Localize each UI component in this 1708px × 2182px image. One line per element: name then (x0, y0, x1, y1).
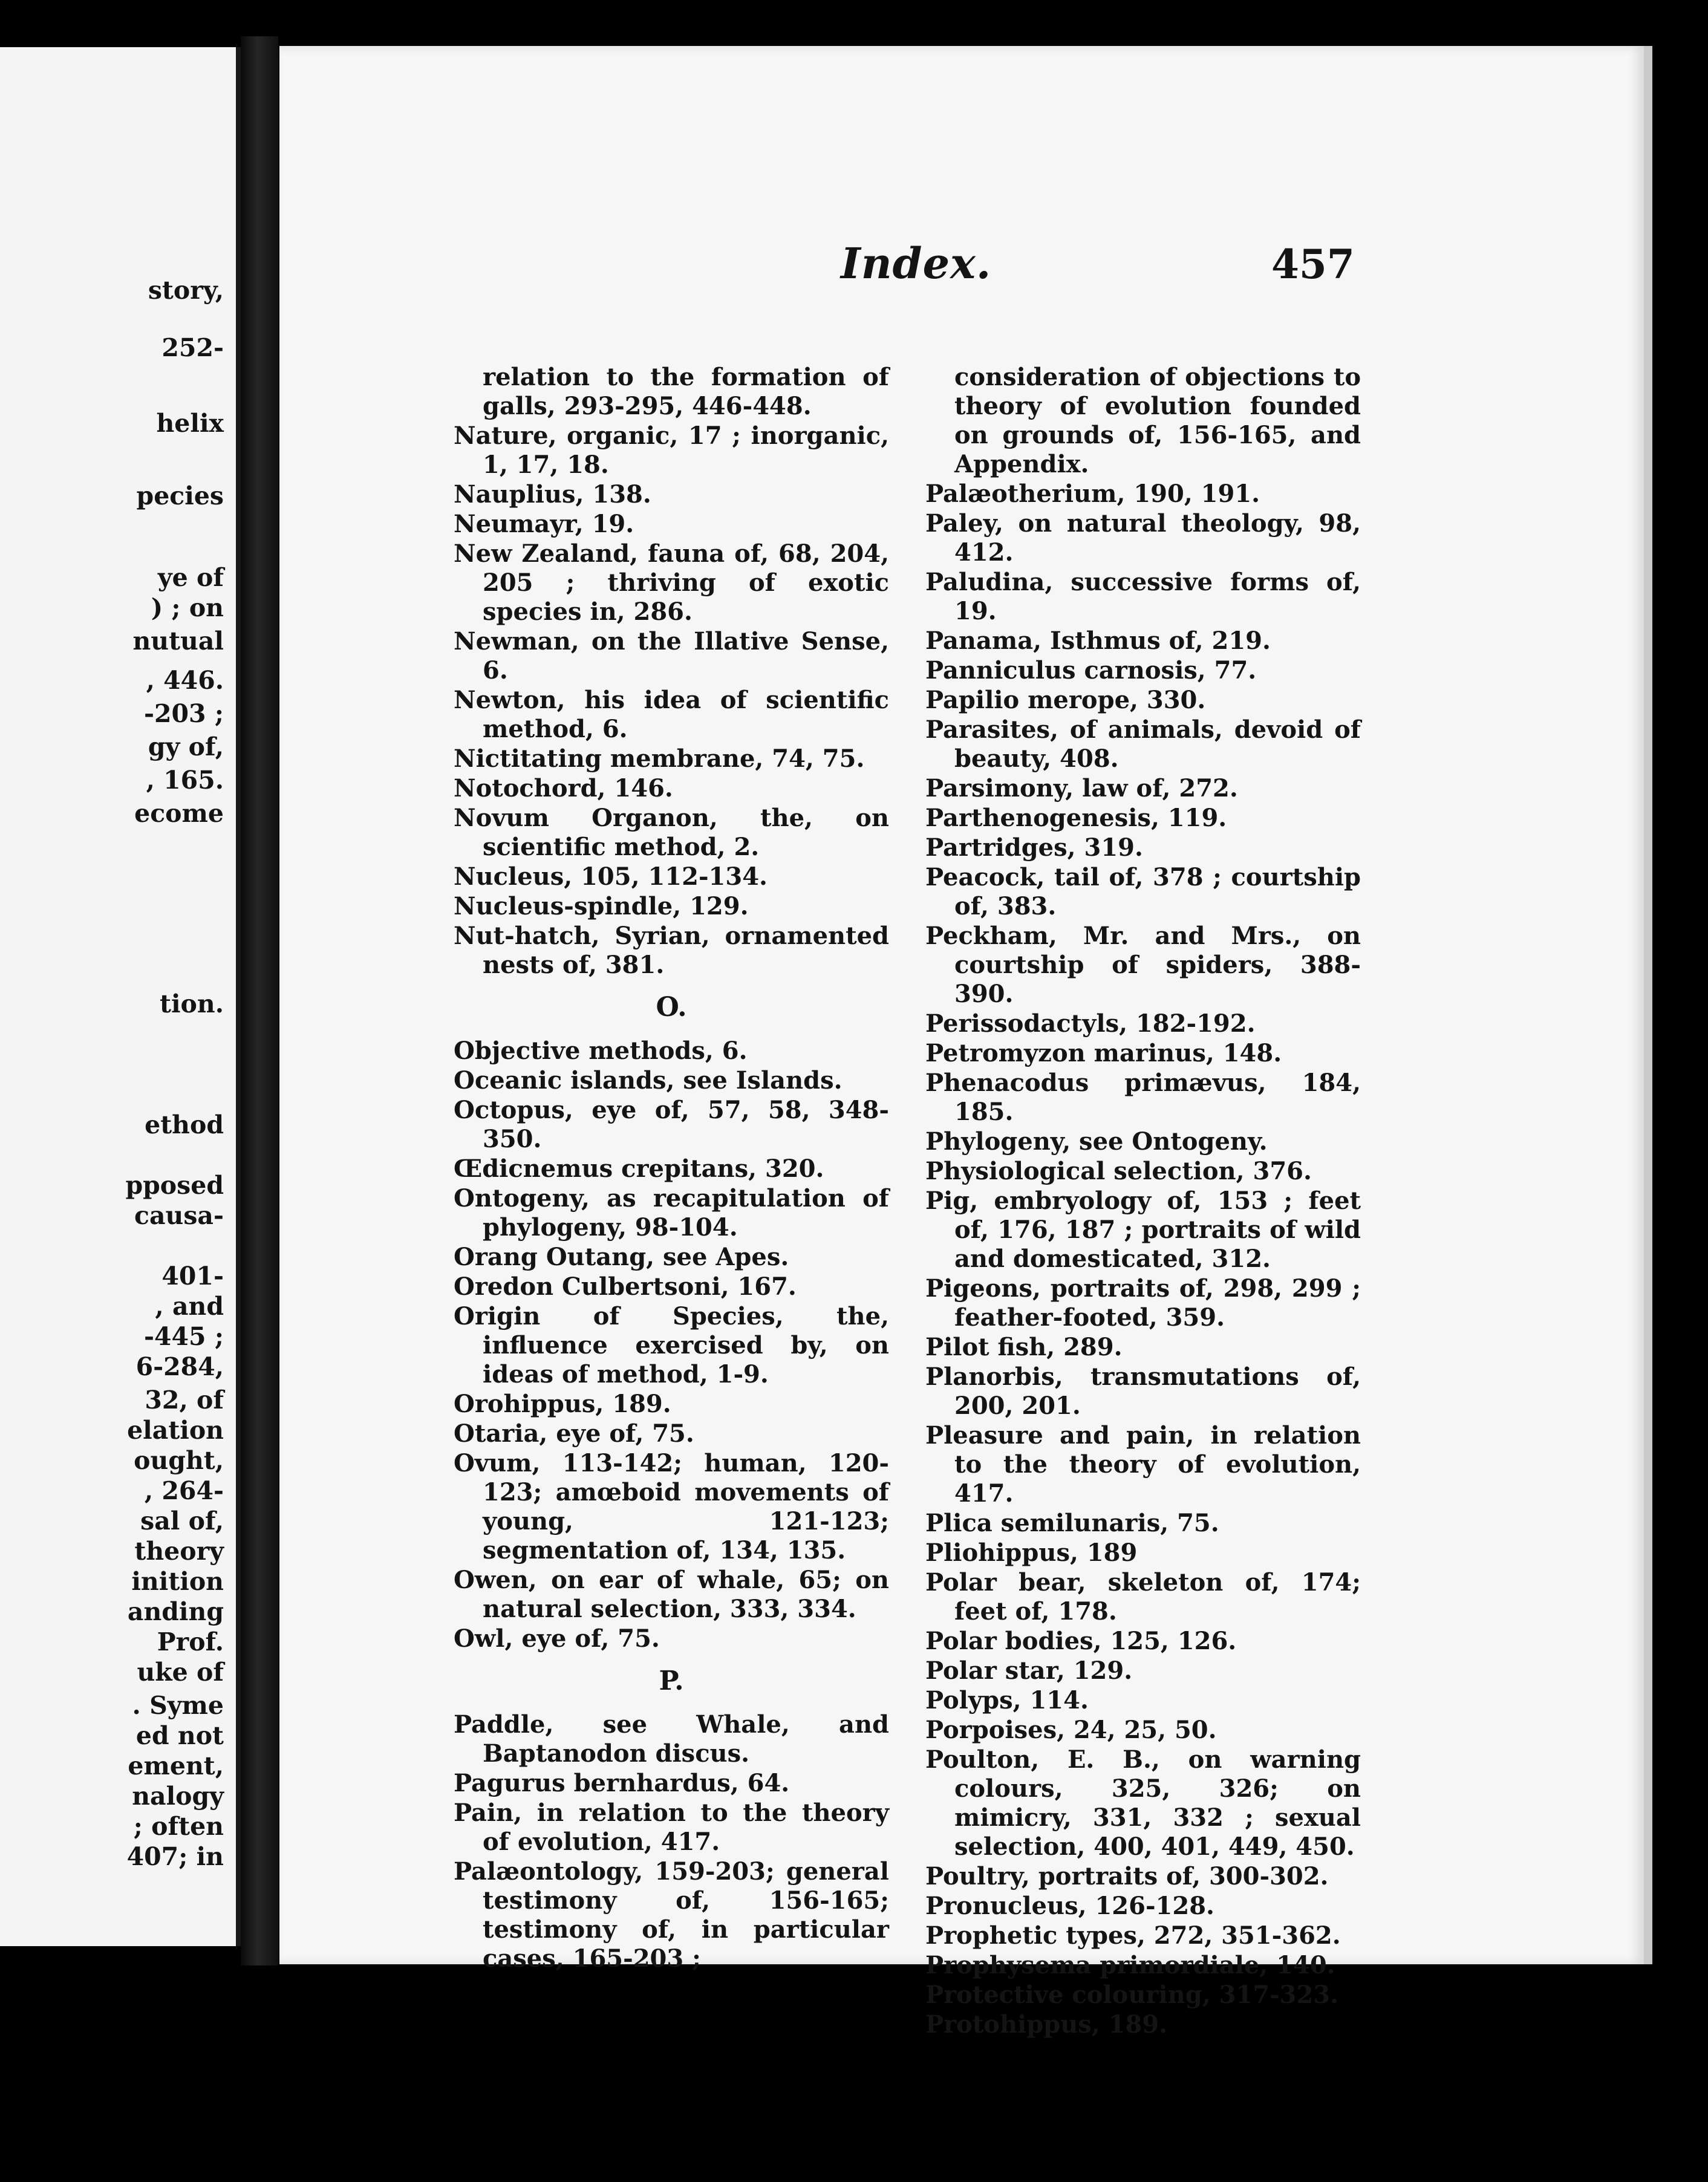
index-entry: Polar bear, skeleton of, 174; feet of, 178. (925, 1568, 1361, 1626)
index-entry: Nauplius, 138. (454, 480, 651, 509)
facing-page-fragment: causa- (134, 1201, 224, 1230)
facing-page-fragment: nutual (132, 627, 224, 656)
index-entry-continuation: consideration of objections to theory of evolution founded on grounds of, 156-165, and Appendix. (954, 363, 1361, 478)
section-letter: O. (656, 992, 687, 1023)
index-entry: Partridges, 319. (925, 833, 1143, 862)
facing-page-fragments (0, 47, 230, 1946)
index-entry: Paddle, see Whale, and Baptanodon discus. (454, 1710, 889, 1768)
index-entry: Octopus, eye of, 57, 58, 348-350. (454, 1096, 889, 1153)
index-column-right (925, 363, 1361, 2040)
index-entry: Prophetic types, 272, 351-362. (925, 1921, 1341, 1950)
index-entry: Pig, embryology of, 153 ; feet of, 176, 187 ; portraits of wild and domesticated, 312. (925, 1187, 1361, 1273)
index-entry: Ovum, 113-142; human, 120-123; amœboid movements of young, 121-123; segmentation of, 134, 135. (454, 1449, 889, 1565)
index-entry: Nucleus-spindle, 129. (454, 892, 749, 920)
facing-page-fragment: ; often (133, 1812, 224, 1841)
index-entry: Newton, his idea of scientific method, 6. (454, 686, 889, 743)
index-entry: Paludina, successive forms of, 19. (925, 568, 1361, 625)
facing-page-fragment: , 446. (146, 666, 224, 695)
index-entry: Parsimony, law of, 272. (925, 774, 1238, 803)
facing-page-fragment: anding (127, 1597, 224, 1626)
index-entry: Peacock, tail of, 378 ; courtship of, 383. (925, 863, 1361, 920)
index-entry: Orang Outang, see Apes. (454, 1243, 789, 1271)
running-head: Index. (841, 238, 992, 288)
section-letter: P. (659, 1666, 684, 1696)
index-entry: Notochord, 146. (454, 774, 673, 803)
facing-page-fragment: 407; in (126, 1842, 224, 1871)
index-entry: New Zealand, fauna of, 68, 204, 205 ; thriving of exotic species in, 286. (454, 539, 889, 626)
facing-page-fragment: tion. (160, 989, 224, 1018)
index-entry: Pagurus bernhardus, 64. (454, 1769, 790, 1797)
index-entry: Petromyzon marinus, 148. (925, 1039, 1282, 1067)
facing-page-fragment: ) ; on (151, 593, 224, 622)
index-entry: Poultry, portraits of, 300-302. (925, 1862, 1329, 1891)
facing-page-fragment: pposed (125, 1171, 224, 1200)
facing-page-fragment: . Syme (132, 1691, 224, 1720)
facing-page-fragment: ed not (135, 1721, 224, 1750)
index-entry: Poulton, E. B., on warning colours, 325, 326; on mimicry, 331, 332 ; sexual selection, 400, 401, 449, 450. (925, 1745, 1361, 1861)
index-entry: Protective colouring, 317-323. (925, 1981, 1339, 2009)
index-page (279, 46, 1652, 2039)
index-entry: Nictitating membrane, 74, 75. (454, 744, 865, 773)
book-gutter (241, 36, 278, 1965)
facing-page-fragment: ecome (134, 799, 224, 828)
index-entry: Owen, on ear of whale, 65; on natural selection, 333, 334. (454, 1566, 889, 1623)
facing-page-fragment: 6-284, (135, 1352, 224, 1381)
index-entry: Orohippus, 189. (454, 1390, 671, 1418)
index-entry: Parasites, of animals, devoid of beauty, 408. (925, 715, 1361, 773)
index-entry: Newman, on the Illative Sense, 6. (454, 627, 889, 685)
index-entry: Oredon Culbertsoni, 167. (454, 1272, 797, 1301)
index-entry: Nature, organic, 17 ; inorganic, 1, 17, 18. (454, 422, 889, 479)
index-entry: Polar star, 129. (925, 1656, 1133, 1685)
index-entry: Physiological selection, 376. (925, 1157, 1312, 1185)
facing-page-fragment: story, (148, 276, 224, 305)
index-entry: Paley, on natural theology, 98, 412. (925, 509, 1361, 567)
index-entry: Phenacodus primævus, 184, 185. (925, 1069, 1361, 1126)
index-column-left (454, 363, 889, 1974)
index-entry: Polyps, 114. (925, 1686, 1089, 1715)
facing-page-fragment: elation (127, 1416, 224, 1445)
index-entry-continuation: relation to the formation of galls, 293-295, 446-448. (483, 363, 889, 420)
index-entry: Prophysema primordiale, 140. (925, 1951, 1335, 1979)
facing-page-fragment: sal of, (140, 1506, 224, 1536)
index-entry: Ontogeny, as recapitulation of phylogeny, 98-104. (454, 1184, 889, 1242)
index-entry: Origin of Species, the, influence exercised by, on ideas of method, 1-9. (454, 1302, 889, 1389)
facing-page-fragment: , 264- (144, 1476, 224, 1505)
index-entry: Objective methods, 6. (454, 1037, 748, 1065)
page-number: 457 (1271, 241, 1355, 288)
index-entry: Protohippus, 189. (925, 2010, 1168, 2039)
index-entry: Panniculus carnosis, 77. (925, 656, 1257, 685)
index-entry: Pain, in relation to the theory of evolution, 417. (454, 1799, 889, 1856)
index-entry: Planorbis, transmutations of, 200, 201. (925, 1363, 1361, 1420)
index-entry: Pleasure and pain, in relation to the theory of evolution, 417. (925, 1421, 1361, 1508)
facing-page-fragment: ement, (128, 1751, 224, 1780)
index-entry: Owl, eye of, 75. (454, 1624, 660, 1653)
index-entry: Palæotherium, 190, 191. (925, 480, 1260, 508)
facing-page-fragment: inition (131, 1567, 224, 1596)
index-entry: Nut-hatch, Syrian, ornamented nests of, 381. (454, 922, 889, 979)
index-entry: Panama, Isthmus of, 219. (925, 627, 1271, 655)
index-entry: Oceanic islands, see Islands. (454, 1066, 843, 1095)
index-entry: Neumayr, 19. (454, 510, 634, 538)
facing-page-fragment: Prof. (157, 1627, 224, 1656)
index-entry: Phylogeny, see Ontogeny. (925, 1127, 1268, 1156)
facing-page-fragment: , 165. (146, 766, 224, 795)
index-entry: Otaria, eye of, 75. (454, 1419, 694, 1448)
index-entry: Porpoises, 24, 25, 50. (925, 1716, 1217, 1744)
index-entry: Pilot fish, 289. (925, 1333, 1123, 1361)
facing-page-fragment: uke of (137, 1658, 224, 1687)
index-entry: Polar bodies, 125, 126. (925, 1627, 1237, 1655)
index-entry: Papilio merope, 330. (925, 686, 1206, 714)
facing-page-fragment: nalogy (132, 1782, 224, 1811)
facing-page-fragment: ought, (134, 1446, 224, 1475)
facing-page-fragment: 401- (161, 1262, 224, 1291)
facing-page-fragment: ye of (157, 563, 224, 592)
index-entry: Pronucleus, 126-128. (925, 1892, 1214, 1920)
facing-page-fragment: 32, of (145, 1386, 224, 1415)
facing-page-fragment: 252- (161, 333, 224, 362)
index-entry: Œdicnemus crepitans, 320. (454, 1155, 824, 1183)
index-entry: Novum Organon, the, on scientific method, 2. (454, 804, 889, 861)
facing-page-fragment: ethod (145, 1110, 224, 1139)
index-entry: Peckham, Mr. and Mrs., on courtship of spiders, 388-390. (925, 922, 1361, 1008)
index-entry: Palæontology, 159-203; general testimony of, 156-165; testimony of, in particular cases, 165-203 ; (454, 1857, 889, 1973)
page-header (279, 238, 1644, 293)
index-entry: Pliohippus, 189 (925, 1539, 1138, 1567)
facing-page-edge (0, 47, 241, 1946)
facing-page-fragment: -445 ; (143, 1322, 224, 1351)
index-entry: Parthenogenesis, 119. (925, 804, 1227, 832)
index-entry: Pigeons, portraits of, 298, 299 ; feather-footed, 359. (925, 1274, 1361, 1332)
facing-page-fragment: helix (156, 409, 224, 438)
index-entry: Perissodactyls, 182-192. (925, 1009, 1256, 1038)
facing-page-fragment: theory (134, 1537, 224, 1566)
index-entry: Nucleus, 105, 112-134. (454, 862, 768, 891)
facing-page-fragment: , and (155, 1292, 224, 1321)
facing-page-fragment: -203 ; (143, 699, 224, 728)
facing-page-fragment: pecies (136, 481, 224, 510)
facing-page-fragment: gy of, (148, 732, 224, 761)
index-entry: Plica semilunaris, 75. (925, 1509, 1219, 1537)
